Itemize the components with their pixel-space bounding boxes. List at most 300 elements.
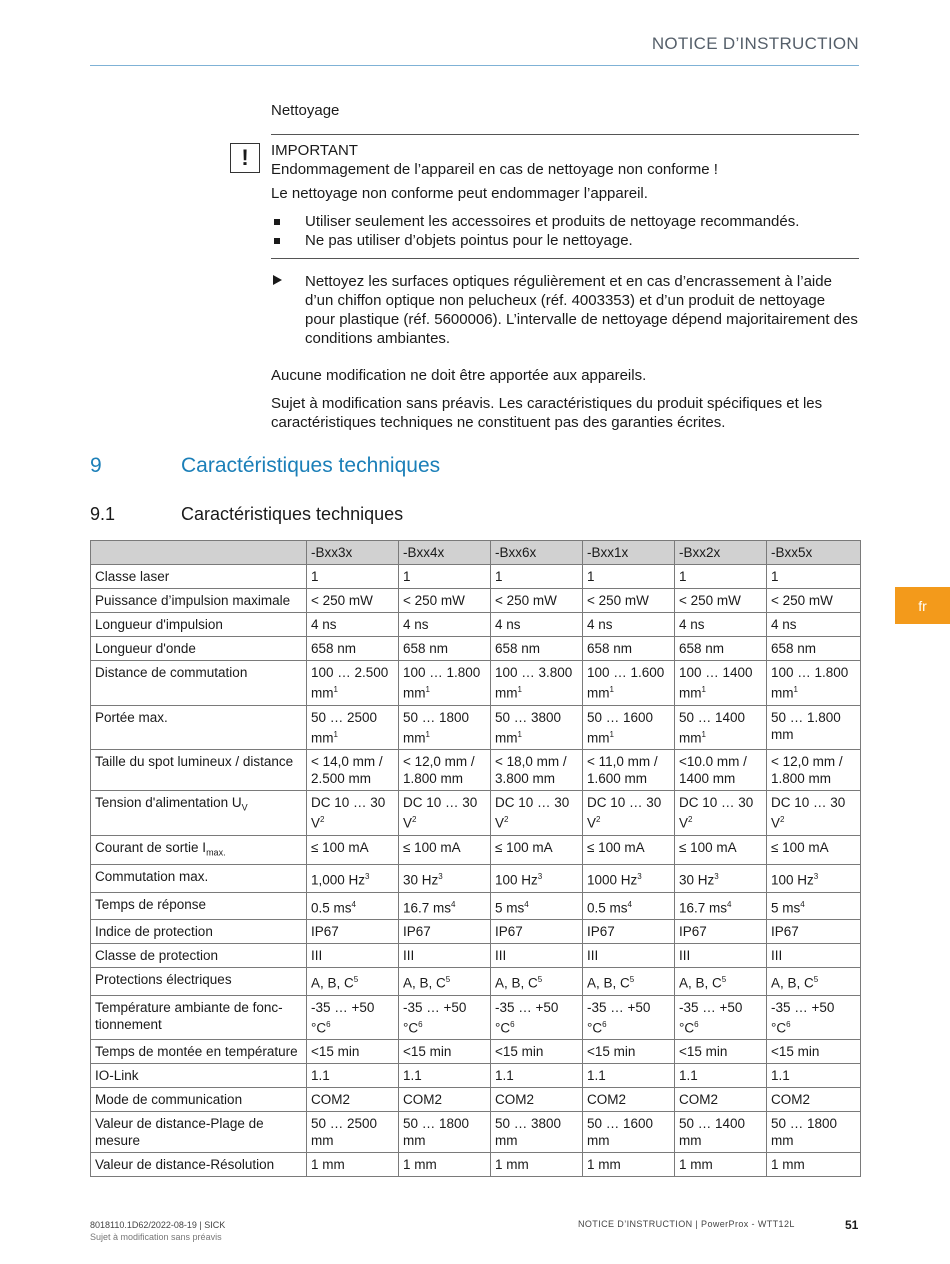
table-cell bbox=[583, 835, 675, 865]
cleaning-heading: Nettoyage bbox=[271, 102, 340, 119]
footnote-marker: 6 bbox=[326, 1019, 331, 1029]
cell-value: < 18,0 mm / 3.800 mm bbox=[495, 754, 567, 786]
table-cell bbox=[675, 920, 767, 944]
table-cell bbox=[307, 1040, 399, 1064]
table-column-header: -Bxx5x bbox=[767, 541, 861, 565]
table-cell bbox=[767, 944, 861, 968]
cell-value: 1 bbox=[311, 569, 319, 584]
table-cell bbox=[491, 637, 583, 661]
footnote-marker: 3 bbox=[537, 872, 543, 882]
table-cell bbox=[675, 589, 767, 613]
cell-value: 50 … 3800 mm bbox=[495, 1116, 562, 1149]
row-label-text: Tension d'alimentation U bbox=[95, 795, 242, 810]
table-cell bbox=[675, 944, 767, 968]
cell-value: <15 min bbox=[495, 1044, 544, 1060]
table-column-header: -Bxx3x bbox=[307, 541, 399, 565]
row-label bbox=[91, 661, 307, 706]
row-label-text: Valeur de distance-Résolution bbox=[95, 1157, 275, 1173]
footnote-marker: 5 bbox=[445, 975, 451, 985]
table-cell bbox=[767, 613, 861, 637]
table-cell bbox=[675, 637, 767, 661]
row-label bbox=[91, 637, 307, 661]
cell-value: COM2 bbox=[679, 1092, 719, 1108]
row-label bbox=[91, 705, 307, 750]
table-cell bbox=[399, 613, 491, 637]
cell-value: A, B, C bbox=[679, 975, 722, 991]
table-cell bbox=[399, 835, 491, 865]
row-label bbox=[91, 791, 307, 836]
table-cell bbox=[767, 1088, 861, 1112]
cell-value: 1,000 Hz bbox=[311, 872, 366, 888]
table-cell bbox=[675, 661, 767, 706]
cell-value: 50 … 1400 mm bbox=[679, 1116, 746, 1149]
table-cell bbox=[583, 1088, 675, 1112]
cell-value: 50 … 1800 mm bbox=[771, 1116, 838, 1149]
cell-value: 50 … 2500 mm bbox=[311, 709, 378, 745]
cell-value: 1 bbox=[771, 569, 779, 584]
cell-value: 50 … 3800 mm bbox=[495, 709, 562, 745]
table-row bbox=[91, 1112, 861, 1153]
table-cell bbox=[399, 565, 491, 589]
table-cell bbox=[675, 613, 767, 637]
language-tab[interactable]: fr bbox=[895, 587, 950, 624]
table-cell bbox=[583, 750, 675, 791]
cell-value: 1 bbox=[403, 569, 411, 584]
cell-value: IP67 bbox=[771, 924, 799, 940]
table-row bbox=[91, 944, 861, 968]
cell-value: -35 … +50 °C bbox=[679, 999, 743, 1036]
table-cell bbox=[767, 750, 861, 791]
table-row bbox=[91, 791, 861, 836]
table-cell bbox=[491, 1040, 583, 1064]
table-cell bbox=[491, 944, 583, 968]
table-cell bbox=[675, 865, 767, 893]
table-cell bbox=[399, 750, 491, 791]
cell-value: 658 nm bbox=[311, 641, 357, 656]
table-cell bbox=[399, 865, 491, 893]
table-cell bbox=[767, 565, 861, 589]
cell-value: < 250 mW bbox=[587, 593, 649, 608]
cell-value: ≤ 100 mA bbox=[311, 839, 369, 855]
cell-value: A, B, C bbox=[771, 975, 814, 991]
cell-value: 100 Hz bbox=[771, 872, 814, 888]
table-cell bbox=[491, 791, 583, 836]
table-cell bbox=[675, 1064, 767, 1088]
notice-top-rule bbox=[271, 134, 859, 135]
footnote-marker: 4 bbox=[524, 899, 529, 909]
cell-value: 1.1 bbox=[495, 1068, 514, 1084]
table-cell bbox=[399, 968, 491, 996]
table-row bbox=[91, 835, 861, 865]
table-cell bbox=[675, 750, 767, 791]
row-label-text: Classe de protection bbox=[95, 948, 219, 964]
cell-value: < 250 mW bbox=[495, 593, 557, 608]
step-arrow-icon bbox=[273, 275, 282, 285]
footer-left bbox=[90, 1219, 225, 1243]
table-cell bbox=[307, 750, 399, 791]
table-cell bbox=[399, 589, 491, 613]
footnote-marker: 6 bbox=[510, 1019, 515, 1029]
cell-value: 4 ns bbox=[679, 617, 705, 632]
cell-value: 5 ms bbox=[771, 900, 801, 916]
cell-value: 50 … 1800 mm bbox=[403, 1116, 470, 1149]
cell-value: 1000 Hz bbox=[587, 872, 638, 888]
table-cell bbox=[675, 835, 767, 865]
cell-value: 30 Hz bbox=[403, 872, 439, 888]
cell-value: 658 nm bbox=[771, 641, 817, 656]
specs-table bbox=[90, 540, 861, 1177]
cell-value: 1 bbox=[495, 569, 503, 584]
table-cell bbox=[767, 637, 861, 661]
table-cell bbox=[399, 1064, 491, 1088]
cell-value: <15 min bbox=[679, 1044, 728, 1060]
table-row bbox=[91, 1153, 861, 1177]
footnote-marker: 6 bbox=[694, 1019, 699, 1029]
row-label bbox=[91, 1088, 307, 1112]
table-cell bbox=[491, 705, 583, 750]
table-cell bbox=[307, 613, 399, 637]
footer-doc-ref: 8018110.1D62/2022-08-19 | SICK bbox=[90, 1220, 226, 1230]
row-label bbox=[91, 565, 307, 589]
table-cell bbox=[491, 995, 583, 1040]
table-cell bbox=[583, 1040, 675, 1064]
footnote-marker: 2 bbox=[780, 815, 785, 824]
table-cell bbox=[583, 565, 675, 589]
table-cell bbox=[583, 613, 675, 637]
cell-value: ≤ 100 mA bbox=[587, 839, 645, 855]
cell-value: -35 … +50 °C bbox=[771, 999, 835, 1036]
footnote-marker: 3 bbox=[365, 872, 370, 882]
cell-value: 1 mm bbox=[311, 1157, 345, 1173]
cell-value: IP67 bbox=[403, 924, 431, 940]
row-label bbox=[91, 1064, 307, 1088]
footnote-marker: 2 bbox=[504, 815, 509, 824]
table-row bbox=[91, 1088, 861, 1112]
footnote-marker: 5 bbox=[721, 975, 727, 985]
table-cell bbox=[307, 892, 399, 920]
table-cell bbox=[767, 995, 861, 1040]
row-label-subscript: V bbox=[241, 802, 248, 813]
cell-value: < 250 mW bbox=[403, 593, 465, 608]
important-notice bbox=[271, 141, 859, 250]
table-cell bbox=[491, 920, 583, 944]
cell-value: 5 ms bbox=[495, 900, 525, 916]
footnote-marker: 3 bbox=[714, 872, 719, 882]
cell-value: 0.5 ms bbox=[311, 900, 352, 916]
header-divider bbox=[90, 65, 859, 66]
table-cell bbox=[583, 920, 675, 944]
table-cell bbox=[491, 750, 583, 791]
table-row bbox=[91, 968, 861, 996]
table-cell bbox=[307, 661, 399, 706]
cell-value: -35 … +50 °C bbox=[587, 999, 651, 1036]
table-cell bbox=[583, 892, 675, 920]
table-cell bbox=[307, 995, 399, 1040]
subsection-number: 9.1 bbox=[90, 504, 116, 524]
important-label: IMPORTANT bbox=[271, 142, 358, 159]
table-cell bbox=[767, 1064, 861, 1088]
table-cell bbox=[491, 565, 583, 589]
cell-value: -35 … +50 °C bbox=[495, 999, 559, 1036]
table-cell bbox=[399, 995, 491, 1040]
table-cell bbox=[767, 835, 861, 865]
table-row bbox=[91, 892, 861, 920]
cell-value: 100 Hz bbox=[495, 872, 538, 888]
table-cell bbox=[675, 995, 767, 1040]
table-cell bbox=[307, 1112, 399, 1153]
table-cell bbox=[675, 705, 767, 750]
row-label-text: IO-Link bbox=[95, 1068, 139, 1084]
table-cell bbox=[491, 835, 583, 865]
footnote-marker: 3 bbox=[438, 872, 443, 882]
table-cell bbox=[583, 865, 675, 893]
footnote-marker: 1 bbox=[793, 685, 798, 694]
cleaning-step bbox=[271, 272, 859, 348]
table-cell bbox=[307, 791, 399, 836]
row-label-text: Temps de montée en température bbox=[95, 1044, 298, 1060]
cell-value: -35 … +50 °C bbox=[311, 999, 375, 1036]
cell-value: 50 … 1600 mm bbox=[587, 1116, 654, 1149]
cell-value: 1.1 bbox=[587, 1068, 606, 1084]
table-cell bbox=[583, 791, 675, 836]
table-cell bbox=[491, 1112, 583, 1153]
cell-value: 16.7 ms bbox=[403, 900, 452, 916]
table-cell bbox=[399, 1112, 491, 1153]
footnote-marker: 1 bbox=[517, 729, 522, 739]
bullet-text: Ne pas utiliser d’objets pointus pour le nettoyage. bbox=[305, 232, 633, 249]
footnote-marker: 4 bbox=[727, 899, 732, 909]
cell-value: III bbox=[495, 948, 507, 964]
table-cell bbox=[767, 1153, 861, 1177]
table-row bbox=[91, 1064, 861, 1088]
table-cell bbox=[307, 589, 399, 613]
paragraph: Sujet à modification sans préavis. Les caractéristiques du produit spécifiques et les caractéristiques techniques ne constituent pas des garanties écrites. bbox=[271, 395, 823, 431]
row-label bbox=[91, 589, 307, 613]
table-cell bbox=[767, 589, 861, 613]
table-cell bbox=[675, 1153, 767, 1177]
list-item bbox=[271, 212, 859, 231]
row-label-text: Puissance d’impulsion maximale bbox=[95, 593, 291, 608]
cell-value: 658 nm bbox=[587, 641, 633, 656]
cell-value: < 12,0 mm / 1.800 mm bbox=[403, 754, 475, 786]
cell-value: A, B, C bbox=[495, 975, 538, 991]
footnote-marker: 6 bbox=[418, 1019, 423, 1029]
table-cell bbox=[307, 835, 399, 865]
cell-value: III bbox=[679, 948, 691, 964]
cell-value: ≤ 100 mA bbox=[403, 839, 461, 855]
row-label-text: Courant de sortie I bbox=[95, 839, 207, 855]
cell-value: III bbox=[587, 948, 599, 964]
table-cell bbox=[583, 589, 675, 613]
row-label-text: Valeur de distance-Plage de mesure bbox=[95, 1116, 264, 1149]
subsection-title: Caractéristiques techniques bbox=[181, 504, 404, 524]
table-cell bbox=[399, 944, 491, 968]
table-cell bbox=[583, 944, 675, 968]
row-label bbox=[91, 944, 307, 968]
footnote-marker: 3 bbox=[813, 872, 819, 882]
cell-value: III bbox=[311, 948, 323, 964]
cell-value: IP67 bbox=[679, 924, 707, 940]
section-number: 9 bbox=[90, 454, 102, 477]
cell-value: 658 nm bbox=[679, 641, 725, 656]
table-cell bbox=[767, 968, 861, 996]
list-item bbox=[271, 231, 859, 250]
row-label bbox=[91, 968, 307, 996]
table-row bbox=[91, 865, 861, 893]
footnote-marker: 2 bbox=[412, 815, 417, 824]
table-cell bbox=[399, 1040, 491, 1064]
table-cell bbox=[675, 1112, 767, 1153]
cell-value: 1.1 bbox=[679, 1068, 698, 1084]
table-cell bbox=[491, 589, 583, 613]
cell-value: DC 10 … 30 V bbox=[679, 795, 754, 831]
cell-value: IP67 bbox=[495, 924, 523, 940]
table-cell bbox=[583, 1064, 675, 1088]
cell-value: 1 mm bbox=[403, 1157, 437, 1173]
cell-value: DC 10 … 30 V bbox=[403, 795, 478, 831]
footnote-marker: 2 bbox=[320, 815, 325, 824]
row-label bbox=[91, 613, 307, 637]
table-cell bbox=[491, 661, 583, 706]
table-cell bbox=[399, 791, 491, 836]
footnote-marker: 4 bbox=[351, 899, 356, 909]
table-cell bbox=[583, 661, 675, 706]
table-cell bbox=[583, 968, 675, 996]
cell-value: < 250 mW bbox=[679, 593, 741, 608]
cell-value: COM2 bbox=[587, 1092, 627, 1108]
table-cell bbox=[491, 865, 583, 893]
cell-value: < 14,0 mm / 2.500 mm bbox=[311, 754, 383, 786]
bullet-icon bbox=[274, 238, 280, 244]
cell-value: <15 min bbox=[587, 1044, 636, 1060]
cell-value: 1.1 bbox=[311, 1068, 330, 1084]
footnote-marker: 4 bbox=[800, 899, 805, 909]
footnote-marker: 6 bbox=[602, 1019, 607, 1029]
table-cell bbox=[767, 1040, 861, 1064]
footnote-marker: 1 bbox=[701, 685, 706, 694]
table-column-header: -Bxx6x bbox=[491, 541, 583, 565]
table-cell bbox=[767, 920, 861, 944]
cell-value: 1 mm bbox=[679, 1157, 713, 1173]
footnote-marker: 5 bbox=[813, 975, 819, 985]
cell-value: IP67 bbox=[587, 924, 615, 940]
footer-doc-sub: Sujet à modification sans préavis bbox=[90, 1232, 222, 1242]
footnote-marker: 5 bbox=[353, 975, 359, 985]
row-label-text: Portée max. bbox=[95, 709, 168, 725]
row-label bbox=[91, 1040, 307, 1064]
row-label bbox=[91, 865, 307, 893]
cell-value: 50 … 1400 mm bbox=[679, 709, 746, 745]
footnote-marker: 6 bbox=[786, 1019, 791, 1029]
table-column-header: -Bxx1x bbox=[583, 541, 675, 565]
table-cell bbox=[675, 1088, 767, 1112]
page-header-title: NOTICE D’INSTRUCTION bbox=[651, 34, 859, 53]
row-label-subscript: max. bbox=[206, 847, 226, 858]
table-cell bbox=[307, 1153, 399, 1177]
row-label-text: Température ambiante de fonc-tionnement bbox=[95, 999, 283, 1032]
table-cell bbox=[307, 944, 399, 968]
row-label-text: Protections électriques bbox=[95, 972, 232, 988]
cell-value: < 11,0 mm / 1.600 mm bbox=[587, 754, 658, 786]
warning-bullet-list bbox=[271, 212, 859, 250]
cell-value: 100 … 1.600 mm bbox=[587, 665, 665, 701]
table-cell bbox=[399, 1088, 491, 1112]
cell-value: 1.1 bbox=[403, 1068, 422, 1084]
cell-value: 100 … 1.800 mm bbox=[403, 665, 481, 701]
table-cell bbox=[307, 920, 399, 944]
cell-value: 0.5 ms bbox=[587, 900, 628, 916]
cell-value: A, B, C bbox=[587, 975, 630, 991]
cell-value: 1 bbox=[679, 569, 687, 584]
row-label-text: Taille du spot lumineux / distance bbox=[95, 754, 294, 769]
table-row bbox=[91, 705, 861, 750]
footnote-marker: 4 bbox=[627, 899, 632, 909]
cell-value: 50 … 2500 mm bbox=[311, 1116, 378, 1149]
table-row bbox=[91, 920, 861, 944]
cell-value: A, B, C bbox=[311, 975, 354, 991]
page-number: 51 bbox=[845, 1218, 859, 1232]
cell-value: <15 min bbox=[771, 1044, 820, 1060]
cell-value: IP67 bbox=[311, 924, 339, 940]
row-label bbox=[91, 835, 307, 865]
cell-value: < 250 mW bbox=[311, 593, 373, 608]
footnote-marker: 1 bbox=[609, 729, 614, 739]
row-label-text: Temps de réponse bbox=[95, 896, 207, 912]
table-cell bbox=[767, 705, 861, 750]
cell-value: 4 ns bbox=[587, 617, 613, 632]
cell-value: 4 ns bbox=[311, 617, 337, 632]
footnote-marker: 1 bbox=[425, 729, 430, 739]
footnote-marker: 1 bbox=[333, 685, 338, 694]
table-cell bbox=[307, 1064, 399, 1088]
table-cell bbox=[583, 705, 675, 750]
cell-value: <15 min bbox=[403, 1044, 452, 1060]
table-cell bbox=[583, 1153, 675, 1177]
bullet-icon bbox=[274, 219, 280, 225]
cell-value: 50 … 1600 mm bbox=[587, 709, 654, 745]
footer-center: NOTICE D’INSTRUCTION | PowerProx - WTT12L bbox=[578, 1219, 795, 1229]
cell-value: 100 … 1400 mm bbox=[679, 665, 753, 701]
table-cell bbox=[491, 613, 583, 637]
cell-value: COM2 bbox=[495, 1092, 535, 1108]
cell-value: 100 … 2.500 mm bbox=[311, 665, 389, 701]
table-cell bbox=[399, 637, 491, 661]
cell-value: <10.0 mm / 1400 mm bbox=[679, 754, 747, 786]
table-cell bbox=[491, 892, 583, 920]
table-column-header: -Bxx2x bbox=[675, 541, 767, 565]
cell-value: 50 … 1800 mm bbox=[403, 709, 470, 745]
footnote-marker: 1 bbox=[609, 685, 614, 694]
table-row bbox=[91, 589, 861, 613]
table-cell bbox=[399, 705, 491, 750]
footnote-marker: 1 bbox=[517, 685, 522, 694]
cell-value: COM2 bbox=[311, 1092, 351, 1108]
step-text: Nettoyez les surfaces optiques régulièrement et en cas d’encrassement à l’aide d’un chiffon optique non pelucheux (réf. 4003353) et d’un produit de nettoyage pour plastique (réf. 5600006). L’intervalle de nettoyage dépend majoritairement des conditions ambiantes. bbox=[305, 273, 858, 347]
row-label-text: Longueur d'onde bbox=[95, 641, 196, 656]
cell-value: <15 min bbox=[311, 1044, 360, 1060]
cell-value: DC 10 … 30 V bbox=[587, 795, 662, 831]
table-cell bbox=[675, 791, 767, 836]
table-cell bbox=[583, 1112, 675, 1153]
table-cell bbox=[767, 865, 861, 893]
cell-value: DC 10 … 30 V bbox=[495, 795, 570, 831]
cell-value: 658 nm bbox=[495, 641, 541, 656]
section-title: Caractéristiques techniques bbox=[181, 454, 441, 477]
table-cell bbox=[491, 1064, 583, 1088]
cell-value: < 250 mW bbox=[771, 593, 833, 608]
cell-value: 1 bbox=[587, 569, 595, 584]
table-row bbox=[91, 637, 861, 661]
